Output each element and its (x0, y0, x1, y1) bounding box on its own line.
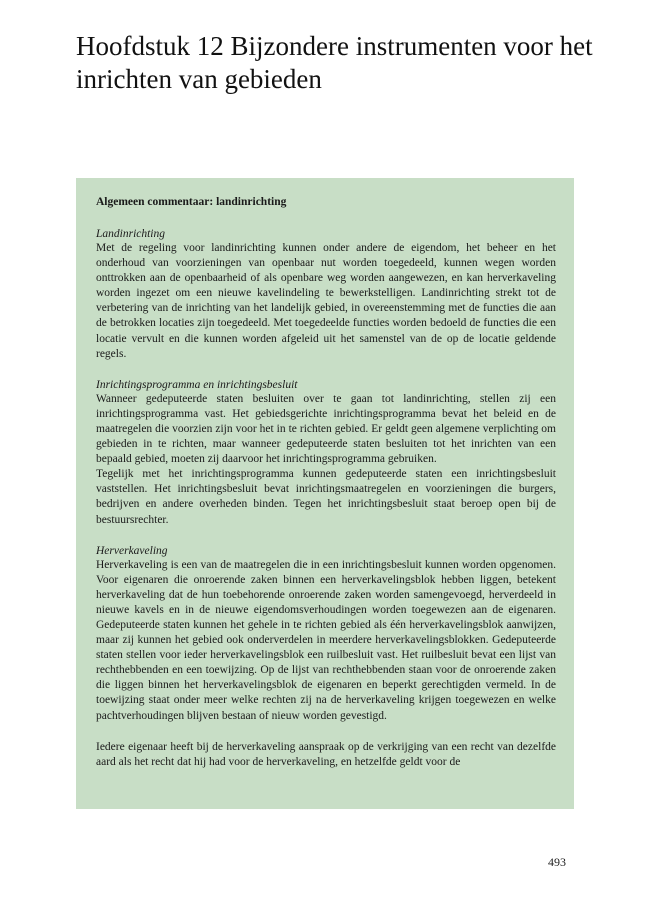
section-inrichtingsprogramma (96, 378, 556, 528)
section-continuation (96, 740, 556, 770)
section-landinrichting (96, 227, 556, 362)
section-title: Herverkaveling (96, 544, 168, 557)
chapter-title: Hoofdstuk 12 Bijzondere instrumenten voor het inrichten van gebieden (76, 31, 593, 94)
paragraph: Herverkaveling is een van de maatregelen die in een inrichtingsbesluit kunnen worden opgenomen. Voor eigenaren die onroerende zaken binnen een herverkavelingsblok hebben liggen, betekent herverkaveling dat de hun toebehorende onroerende zaken worden samengevoegd, herverdeeld in nieuwe kavels en in de nieuwe eigendomsverhoudingen worden toegewezen aan de eigenaren. Gedeputeerde staten kunnen het gehele in te richten gebied als één herverkavelingsblok aanwijzen, maar zij kunnen het gebied ook onderverdelen in meerdere herverkavelingsblokken. Gedeputeerde staten stellen voor ieder herverkavelingsblok een ruilbesluit vast. Het ruilbesluit bevat een lijst van rechthebbenden en een toewijzing. Op de lijst van rechthebbenden staan voor de onroerende zaken die liggen binnen het herverkavelingsblok de eigenaren en beperkt gerechtigden vermeld. In de toewijzing staat onder meer welke rechten zij na de herverkaveling krijgen toegewezen en welke pachtverhoudingen blijven bestaan of nieuw worden gevestigd. (96, 558, 556, 722)
box-heading: Algemeen commentaar: landinrichting (96, 196, 287, 208)
page-number: 493 (548, 855, 566, 869)
paragraph: Tegelijk met het inrichtingsprogramma kunnen gedeputeerde staten een inrichtingsbesluit vaststellen. Het inrichtingsbesluit bevat inrichtingsmaatregelen en voorzieningen die burgers, bedrijven en andere overheden binden. Tegen het inrichtingsbesluit staat beroep open bij de bestuursrechter. (96, 468, 556, 526)
paragraph: Iedere eigenaar heeft bij de herverkaveling aanspraak op de verkrijging van een recht van dezelfde aard als het recht dat hij had voor de herverkaveling, en hetzelfde geldt voor de (96, 740, 556, 768)
section-title: Inrichtingsprogramma en inrichtingsbesluit (96, 378, 298, 391)
section-title: Landinrichting (96, 228, 166, 240)
paragraph: Met de regeling voor landinrichting kunnen onder andere de eigendom, het beheer en het onderhoud van voorzieningen van openbaar nut worden toegedeeld, kunnen wegen worden onttrokken aan de openbaarheid of als openbare weg worden aangewezen, en kan herverkaveling worden ingezet om een nieuwe kavelindeling te bewerkstelligen. Landinrichting strekt tot de verbetering van de inrichting van het landelijk gebied, in overeenstemming met de functies die aan de betrokken locaties zijn toegedeeld. Met toegedeelde functies worden bedoeld de functies die een locatie vervult en die kunnen worden afgeleid uit het samenstel van de op de locatie geldende regels. (96, 242, 556, 360)
section-herverkaveling (96, 544, 556, 724)
paragraph: Wanneer gedeputeerde staten besluiten over te gaan tot landinrichting, stellen zij een inrichtingsprogramma vast. Het gebiedsgerichte inrichtingsprogramma bevat het beleid en de maatregelen die voorzien zijn voor het in te richten gebied. Er geldt geen algemene verplichting om gebieden in te richten, maar wanneer gedeputeerde staten besluiten tot het inrichten van een bepaald gebied, moeten zij daarvoor het inrichtingsprogramma gebruiken. (96, 392, 556, 466)
commentary-box (76, 178, 574, 809)
